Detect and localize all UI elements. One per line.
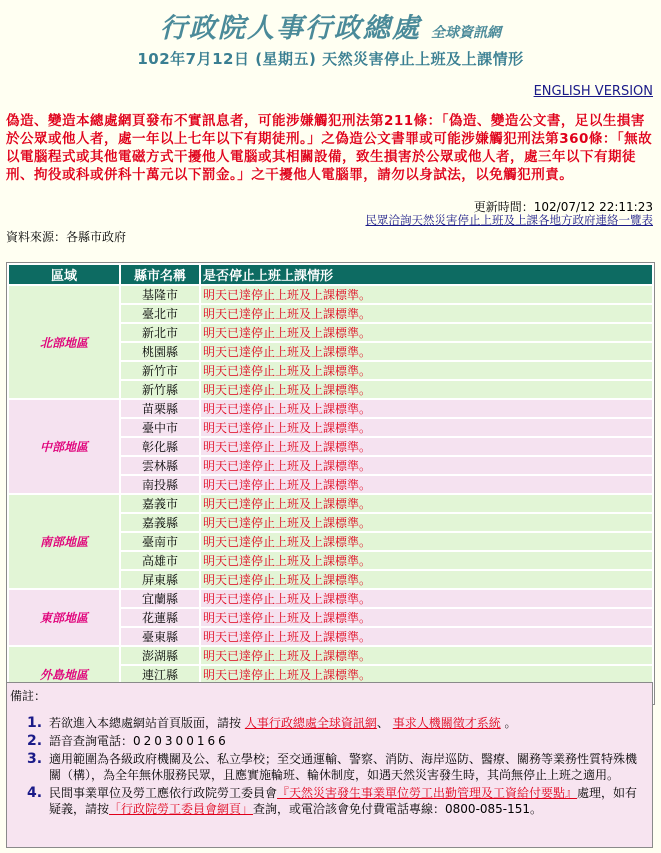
notes-list bbox=[23, 715, 643, 819]
region-outlying: 外島地區 bbox=[9, 647, 119, 702]
note-item-4 bbox=[23, 785, 643, 817]
county-cell: 屏東縣 bbox=[121, 571, 199, 588]
table-row bbox=[9, 495, 652, 512]
note-number: 4. bbox=[27, 785, 43, 801]
county-cell: 彰化縣 bbox=[121, 438, 199, 455]
table-row bbox=[9, 590, 652, 607]
county-cell: 南投縣 bbox=[121, 476, 199, 493]
site-title[interactable]: 行政院人事行政總處 bbox=[160, 13, 421, 44]
status-cell: 明天已達停止上班及上課標準。 bbox=[201, 362, 652, 379]
county-cell: 連江縣 bbox=[121, 666, 199, 683]
notes-title: 備註： bbox=[10, 689, 47, 703]
status-cell: 明天已達停止上班及上課標準。 bbox=[201, 571, 652, 588]
status-cell: 明天已達停止上班及上課標準。 bbox=[201, 419, 652, 436]
closure-table bbox=[6, 262, 655, 705]
note-item-3 bbox=[23, 751, 643, 783]
status-cell: 明天已達停止上班及上課標準。 bbox=[201, 305, 652, 322]
labor-council-link[interactable]: 「行政院勞工委員會網頁」 bbox=[109, 802, 254, 816]
voice-hotline-number: 020300166 bbox=[133, 734, 229, 748]
status-cell: 明天已達停止上班及上課標準。 bbox=[201, 666, 652, 683]
note-number: 3. bbox=[27, 751, 43, 767]
english-version-link[interactable]: ENGLISH VERSION bbox=[533, 84, 653, 99]
note-text: 語音查詢電話： bbox=[49, 734, 134, 748]
table-row bbox=[9, 647, 652, 664]
note-item-2 bbox=[23, 733, 643, 749]
county-cell: 雲林縣 bbox=[121, 457, 199, 474]
note-text: 查詢，或電洽該會免付費電話專線：0800-085-151。 bbox=[253, 802, 543, 816]
note-text: 處理，如有疑義，請按 bbox=[49, 786, 638, 816]
region-south: 南部地區 bbox=[9, 495, 119, 588]
data-source: 資料來源：各縣市政府 bbox=[6, 230, 127, 244]
county-cell: 桃園縣 bbox=[121, 343, 199, 360]
legal-warning: 偽造、變造本總處網頁發布不實訊息者，可能涉嫌觸犯刑法第211條：「偽造、變造公文書，足以生損害於公眾或他人者，處一年以上七年以下有期徒刑。」之偽造公文書罪或可能涉嫌觸犯刑法第360條：「無故以電腦程式或其他電磁方式干擾他人電腦或其相關設備，致生損害於公眾或他人者，處三年以下有期徒刑、拘役或科或併科十萬元以下罰金。」之干擾他人電腦罪，請勿以身試法，以免觸犯刑責。 bbox=[6, 113, 653, 183]
header-county: 縣市名稱 bbox=[121, 265, 199, 284]
status-cell: 明天已達停止上班及上課標準。 bbox=[201, 457, 652, 474]
status-cell: 明天已達停止上班及上課標準。 bbox=[201, 381, 652, 398]
county-cell: 嘉義市 bbox=[121, 495, 199, 512]
note-text: 民間事業單位及勞工應依行政院勞工委員會 bbox=[49, 786, 278, 800]
status-cell: 明天已達停止上班及上課標準。 bbox=[201, 286, 652, 303]
region-central: 中部地區 bbox=[9, 400, 119, 493]
county-cell: 新北市 bbox=[121, 324, 199, 341]
note-text: 。 bbox=[504, 716, 517, 730]
date-line: 102年7月12日 (星期五) 天然災害停止上班及上課情形 bbox=[137, 50, 524, 68]
county-cell: 新竹市 bbox=[121, 362, 199, 379]
status-cell: 明天已達停止上班及上課標準。 bbox=[201, 495, 652, 512]
note-text: 適用範圍為各級政府機關及公、私立學校；至交通運輸、警察、消防、海岸巡防、醫療、關務等業務性質特殊機關（構），為全年無休服務民眾，且應實施輪班、輪休制度，如遇天然災害發生時，其尚無停止上班之適用。 bbox=[49, 752, 638, 782]
county-cell: 苗栗縣 bbox=[121, 400, 199, 417]
county-cell: 澎湖縣 bbox=[121, 647, 199, 664]
county-cell: 基隆市 bbox=[121, 286, 199, 303]
updated-time: 更新時間：102/07/12 22:11:23 bbox=[473, 200, 653, 214]
site-subtitle: 全球資訊網 bbox=[431, 25, 501, 41]
county-cell: 臺中市 bbox=[121, 419, 199, 436]
table-row bbox=[9, 400, 652, 417]
status-cell: 明天已達停止上班及上課標準。 bbox=[201, 324, 652, 341]
table-row bbox=[9, 286, 652, 303]
county-cell: 宜蘭縣 bbox=[121, 590, 199, 607]
status-cell: 明天已達停止上班及上課標準。 bbox=[201, 400, 652, 417]
status-cell: 明天已達停止上班及上課標準。 bbox=[201, 476, 652, 493]
note-text: 若欲進入本總處網站首頁版面，請按 bbox=[49, 716, 242, 730]
notes-box bbox=[6, 682, 653, 848]
homepage-link[interactable]: 人事行政總處全球資訊網 bbox=[244, 716, 377, 730]
county-cell: 花蓮縣 bbox=[121, 609, 199, 626]
note-number: 2. bbox=[27, 733, 43, 749]
table-header-row bbox=[9, 265, 652, 284]
note-item-1 bbox=[23, 715, 643, 731]
status-cell: 明天已達停止上班及上課標準。 bbox=[201, 609, 652, 626]
county-cell: 臺南市 bbox=[121, 533, 199, 550]
note-text: 、 bbox=[376, 716, 389, 730]
status-cell: 明天已達停止上班及上課標準。 bbox=[201, 647, 652, 664]
status-cell: 明天已達停止上班及上課標準。 bbox=[201, 590, 652, 607]
header-region: 區域 bbox=[9, 265, 119, 284]
page bbox=[0, 6, 661, 853]
header-status: 是否停止上班上課情形 bbox=[201, 265, 652, 284]
note-number: 1. bbox=[27, 715, 43, 731]
region-east: 東部地區 bbox=[9, 590, 119, 645]
header bbox=[0, 6, 661, 69]
region-north: 北部地區 bbox=[9, 286, 119, 398]
status-cell: 明天已達停止上班及上課標準。 bbox=[201, 438, 652, 455]
status-cell: 明天已達停止上班及上課標準。 bbox=[201, 343, 652, 360]
table-body bbox=[9, 286, 652, 702]
county-cell: 嘉義縣 bbox=[121, 514, 199, 531]
recruitment-system-link[interactable]: 事求人機關徵才系統 bbox=[392, 716, 501, 730]
county-cell: 臺東縣 bbox=[121, 628, 199, 645]
inquiry-contact-link[interactable]: 民眾洽詢天然災害停止上班及上課各地方政府連絡一覽表 bbox=[365, 213, 653, 227]
labor-regulation-link[interactable]: 『天然災害發生事業單位勞工出勤管理及工資給付要點』 bbox=[277, 786, 578, 800]
status-cell: 明天已達停止上班及上課標準。 bbox=[201, 533, 652, 550]
county-cell: 臺北市 bbox=[121, 305, 199, 322]
status-cell: 明天已達停止上班及上課標準。 bbox=[201, 514, 652, 531]
county-cell: 高雄市 bbox=[121, 552, 199, 569]
county-cell: 新竹縣 bbox=[121, 381, 199, 398]
status-cell: 明天已達停止上班及上課標準。 bbox=[201, 628, 652, 645]
status-cell: 明天已達停止上班及上課標準。 bbox=[201, 552, 652, 569]
